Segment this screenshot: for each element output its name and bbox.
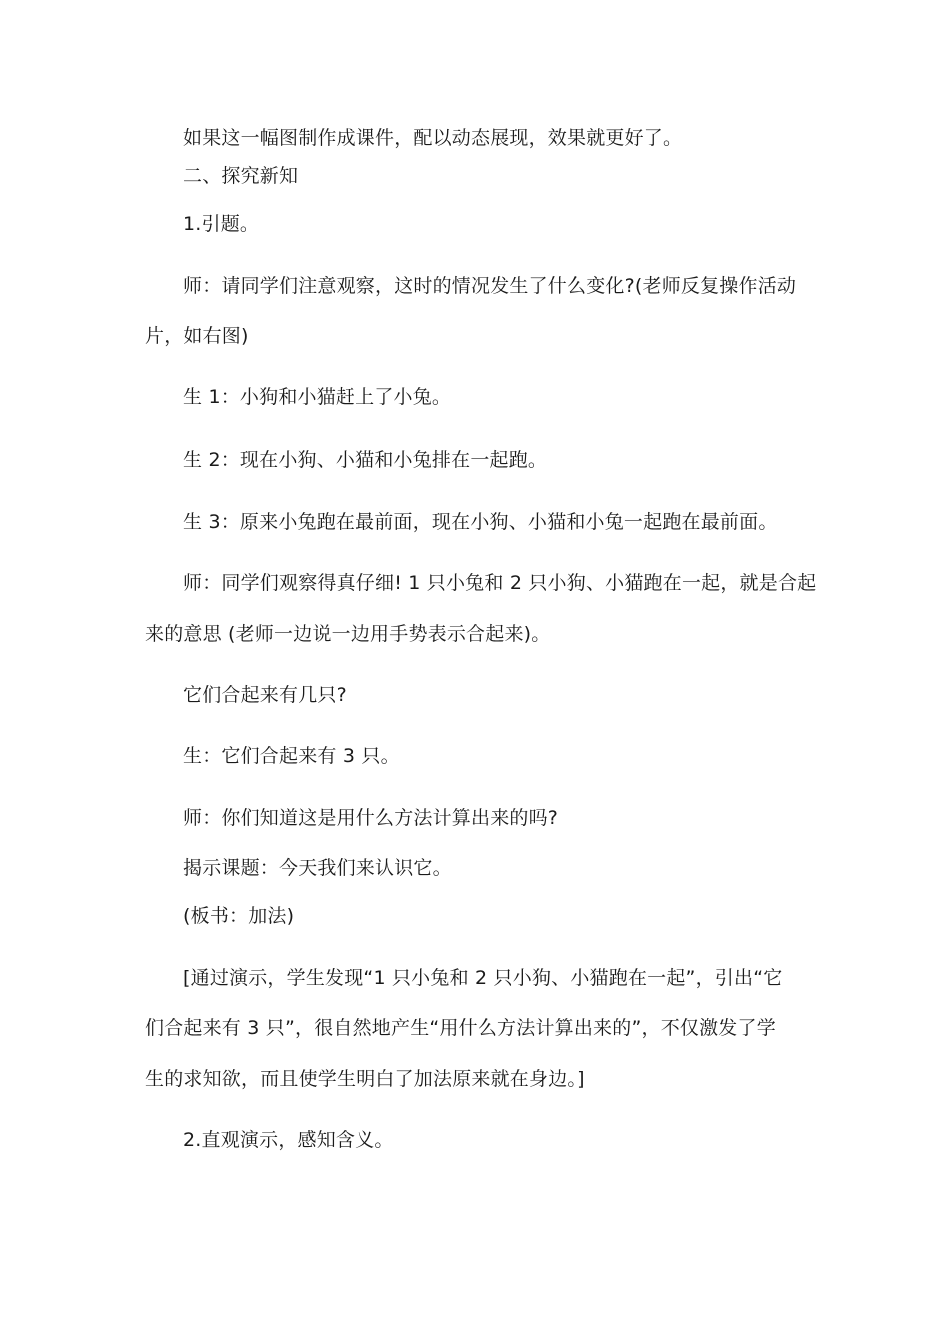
paragraph-line: 生：它们合起来有 3 只。 (183, 745, 400, 767)
paragraph-line: 生的求知欲，而且使学生明白了加法原来就在身边。] (145, 1068, 585, 1090)
paragraph-line: (板书：加法) (183, 905, 295, 927)
paragraph-line: 师：同学们观察得真仔细! 1 只小兔和 2 只小狗、小猫跑在一起，就是合起 (183, 572, 817, 594)
paragraph-line: 它们合起来有几只? (183, 684, 347, 706)
paragraph-line: 来的意思 (老师一边说一边用手势表示合起来)。 (145, 623, 551, 645)
paragraph-line: 师：你们知道这是用什么方法计算出来的吗? (183, 807, 559, 829)
paragraph-line: 生 3：原来小兔跑在最前面，现在小狗、小猫和小兔一起跑在最前面。 (183, 511, 778, 533)
paragraph-line: [通过演示，学生发现“1 只小兔和 2 只小狗、小猫跑在一起”，引出“它 (183, 967, 783, 989)
subsection-heading: 1.引题。 (183, 213, 260, 235)
section-heading: 二、探究新知 (183, 165, 299, 187)
paragraph-line: 生 2：现在小狗、小猫和小兔排在一起跑。 (183, 449, 548, 471)
paragraph-line: 如果这一幅图制作成课件，配以动态展现，效果就更好了。 (183, 127, 683, 149)
paragraph-line: 揭示课题：今天我们来认识它。 (183, 857, 452, 879)
paragraph-line: 们合起来有 3 只”，很自然地产生“用什么方法计算出来的”，不仅激发了学 (145, 1017, 776, 1039)
subsection-heading: 2.直观演示，感知含义。 (183, 1129, 394, 1151)
paragraph-line: 师：请同学们注意观察，这时的情况发生了什么变化?(老师反复操作活动 (183, 275, 797, 297)
paragraph-line: 生 1：小狗和小猫赶上了小兔。 (183, 386, 452, 408)
paragraph-line: 片，如右图) (145, 325, 249, 347)
